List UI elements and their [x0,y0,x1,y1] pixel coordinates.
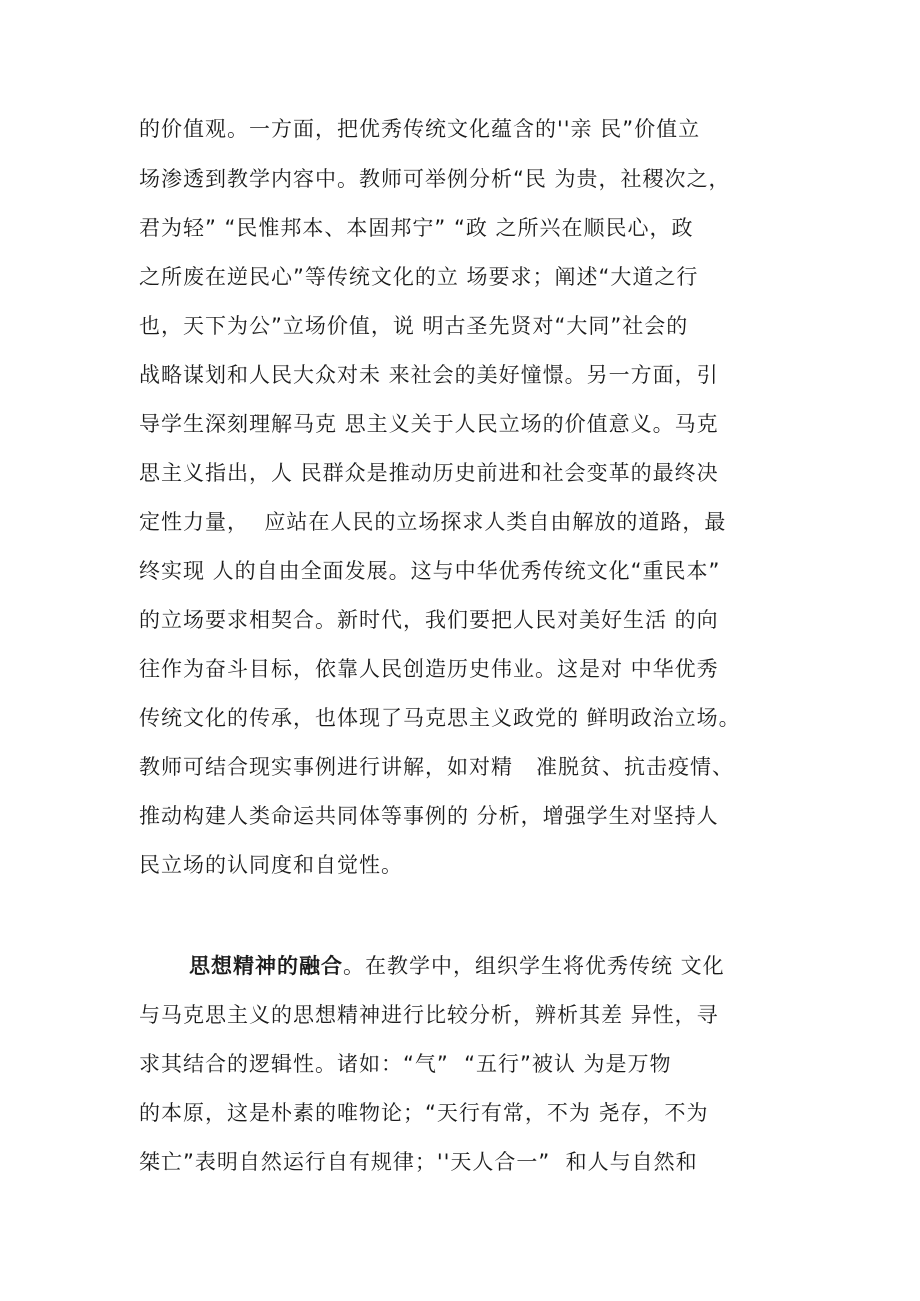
text-line: 教师可结合现实事例进行讲解，如对精 准脱贫、抗击疫情、 [139,755,735,779]
text-line: 民立场的认同度和自觉性。 [139,853,403,877]
text-line: 导学生深刻理解马克 思主义关于人民立场的价值意义。马克 [139,412,719,436]
text-line: 传统文化的传承，也体现了马克思主义政党的 鲜明政治立场。 [139,706,741,730]
heading-continuation: 。在教学中，组织学生将优秀传统 文化 [343,954,725,978]
text-line: 的立场要求相契合。新时代，我们要把人民对美好生活 的向 [139,608,719,632]
section-heading: 思想精神的融合 [189,954,343,978]
text-line: 君为轻” “民惟邦本、本固邦宁” “政 之所兴在顺民心，政 [139,216,694,240]
text-line: 之所废在逆民心”等传统文化的立 场要求；阐述“大道之行 [139,265,699,289]
text-line: 思主义指出，人 民群众是推动历史前进和社会变革的最终决 [139,461,719,485]
text-line: 的价值观。一方面，把优秀传统文化蕴含的''亲 民”价值立 [139,117,701,141]
text-line: 场渗透到教学内容中。教师可举例分析“民 为贵，社稷次之， [139,167,731,191]
text-line: 也，天下为公”立场价值，说 明古圣先贤对“大同”社会的 [139,314,689,338]
text-line: 定性力量， 应站在人民的立场探求人类自由解放的道路，最 [139,510,727,534]
text-line [189,954,725,978]
text-line: 战略谋划和人民大众对未 来社会的美好憧憬。另一方面，引 [139,363,719,387]
text-line: 终实现 人的自由全面发展。这与中华优秀传统文化“重民本” [139,559,721,583]
text-line: 往作为奋斗目标，依靠人民创造历史伟业。这是对 中华优秀 [139,657,719,681]
text-line: 求其结合的逻辑性。诸如：“气” “五行”被认 为是万物 [139,1052,672,1076]
text-line: 推动构建人类命运共同体等事例的 分析，增强学生对坚持人 [139,804,719,828]
text-line: 桀亡”表明自然运行自有规律；''天人合一” 和人与自然和 [139,1150,698,1174]
text-line: 的本原，这是朴素的唯物论；“天行有常，不为 尧存，不为 [139,1101,709,1125]
text-line: 与马克思主义的思想精神进行比较分析，辨析其差 异性，寻 [139,1003,719,1027]
